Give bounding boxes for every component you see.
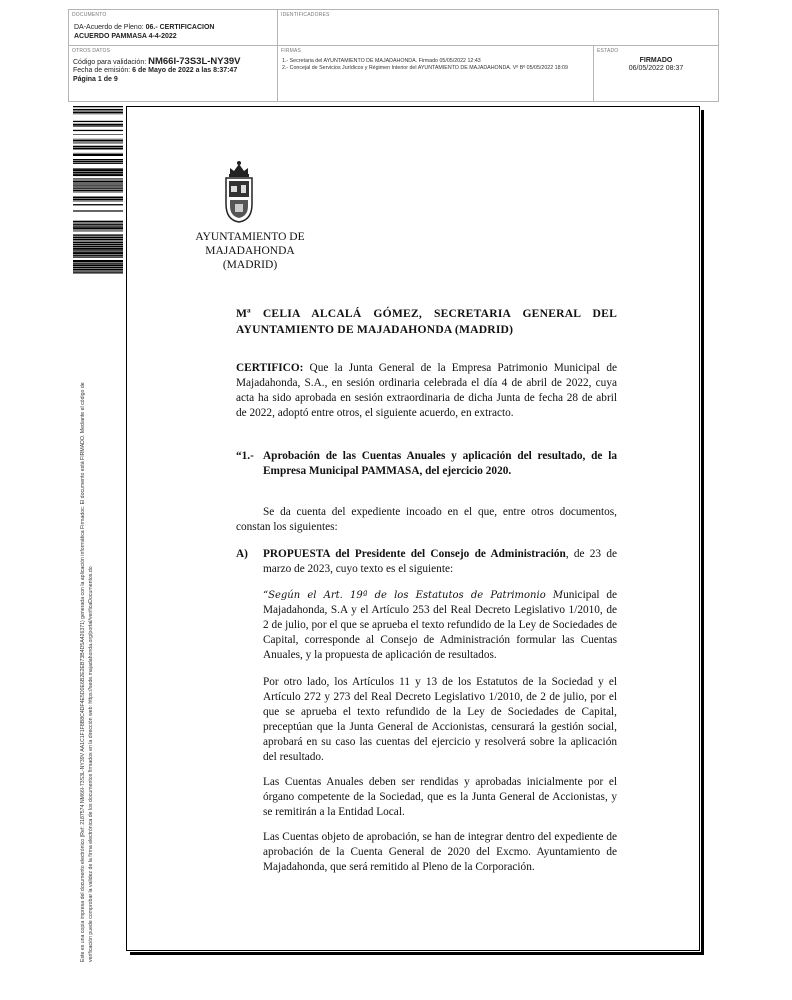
quote-paragraph-1 [263, 588, 617, 663]
emission-date: 6 de Mayo de 2022 a las 8:37:47 [132, 67, 238, 75]
quote-1-italic: “Según el Art. 19ª de los Estatutos de Patrimonio M [263, 590, 564, 601]
identificadores-cell [278, 10, 718, 46]
document-name [74, 23, 214, 41]
quote-paragraph-2 [263, 675, 617, 765]
propuesta-rest: , de 23 de marzo de 2023, cuyo texto es el siguiente: [263, 548, 617, 575]
firmas-label: FIRMAS [281, 48, 302, 54]
verification-line-1: Este es una copia impresa del documento electrónico (Ref: 2187574 NM66I-73S3L-NY39V AA1C1F1F8B8C4DF4E5D0E6B2E2EB73B4D5A426371) generada con la aplicación informática Firmadoc. El documento está FIRMADO. Mediante el código de [80, 382, 86, 962]
verification-line-2: verificación puede comprobar la validez de la firma electrónica de los documentos firmados en la dirección web: https://sede.majadahonda.org/portal/verificaDocumentos.do [87, 566, 94, 962]
quote-paragraph-3 [263, 775, 617, 820]
firma-1: 1.- Secretaria del AYUNTAMIENTO DE MAJADAHONDA. Firmado 05/05/2022 12:43 [282, 58, 481, 64]
barcode-icon [73, 106, 123, 276]
documento-label: DOCUMENTO [72, 12, 107, 18]
coat-of-arms-icon [222, 160, 256, 224]
fecha-label: Fecha de emisión: [73, 67, 133, 75]
quote-3-text: Las Cuentas Anuales deben ser rendidas y aprobadas inicialmente por el órgano competente de la Sociedad, que es la Junta General de Accionistas, y se remitirán a la Entidad Local. [263, 776, 617, 818]
status-badge: FIRMADO [639, 57, 673, 64]
status-date: 06/05/2022 08:37 [628, 65, 684, 72]
propuesta-a [236, 547, 617, 577]
codigo-label: Código para validación: [73, 59, 149, 66]
se-da-cuenta-paragraph [236, 505, 617, 535]
validation-code[interactable]: NM66I-73S3L-NY39V [148, 56, 241, 67]
firmas-cell [278, 46, 594, 101]
certifico-paragraph [236, 361, 617, 421]
firmas-list [282, 58, 588, 72]
se-da-cuenta-text: Se da cuenta del expediente incoado en el que, entre otros documentos, constan los siguientes: [236, 506, 617, 533]
firma-2: 2.- Concejal de Servicios Jurídicos y Régimen Interior del AYUNTAMIENTO DE MAJADAHONDA. Vº Bº 05/05/2022 18:09 [282, 65, 568, 71]
estado-cell [594, 46, 718, 101]
document-prefix: DA-Acuerdo de Pleno: [74, 24, 146, 31]
quote-1-text: unicipal de Majadahonda, S.A y el Artículo 253 del Real Decreto Legislativo 1/2010, de 2 de julio, por el que se aprueba el texto refundido de la Ley de Sociedades de Capital, corresponde al Consejo de Administración formular las Cuentas Anuales, y la propuesta de aplicación de resultados. [263, 589, 617, 661]
issuer-line-2: MAJADAHONDA [205, 245, 295, 257]
otros-datos-cell [69, 46, 278, 101]
item-number: “1.- [236, 450, 254, 462]
quote-paragraph-4 [263, 830, 617, 875]
otros-datos-label: OTROS DATOS [72, 48, 111, 54]
propuesta-letter: A) [236, 548, 248, 560]
propuesta-heading: PROPUESTA del Presidente del Consejo de Administración [263, 548, 566, 560]
agreement-item-1 [236, 449, 617, 479]
issuer-block [190, 230, 310, 272]
documento-cell [69, 10, 278, 46]
otros-datos-text [73, 58, 278, 84]
item-title: Aprobación de las Cuentas Anuales y aplicación del resultado, de la Empresa Municipal PAMMASA, del ejercicio 2020. [263, 450, 617, 477]
issuer-line-1: AYUNTAMIENTO DE [195, 231, 305, 243]
identificadores-label: IDENTIFICADORES [281, 12, 330, 18]
quote-4-text: Las Cuentas objeto de aprobación, se han de integrar dentro del expediente de aprobación de la Cuenta General de 2020 del Excmo. Ayuntamiento de Majadahonda, que será remitido al Pleno de la Corporación. [263, 831, 617, 873]
certifico-text: Que la Junta General de la Empresa Patrimonio Municipal de Majadahonda, S.A., en sesión ordinaria celebrada el día 4 de abril de 2022, cuya acta ha sido aprobada en sesión extraordinaria de dicha Junta de fecha 28 de abril de 2022, adoptó entre otros, el siguiente acuerdo, en extracto. [236, 362, 617, 419]
issuer-line-3: (MADRID) [222, 259, 278, 271]
estado-label: ESTADO [597, 48, 619, 54]
verification-sidebar [80, 302, 95, 962]
quote-2-text: Por otro lado, los Artículos 11 y 13 de los Estatutos de la Sociedad y el Artículo 272 y 273 del Real Decreto Legislativo 1/2010, de 2 de julio, por el que se aprueba el texto refundido de la Ley de Sociedades de Capital, preceptúan que la Junta General de Accionistas, censurará la gestión social, aprobará en su caso las cuentas del ejercicio y resolverá sobre la aplicación del resultado. [263, 676, 617, 763]
certifico-label: CERTIFICO: [236, 362, 304, 374]
page-count: Página 1 de 9 [73, 75, 118, 83]
certificate-title: Mª CELIA ALCALÁ GÓMEZ, SECRETARIA GENERAL DEL AYUNTAMIENTO DE MAJADAHONDA (MADRID) [236, 307, 617, 336]
document-title-line2: ACUERDO PAMMASA 4-4-2022 [74, 33, 177, 40]
document-title-line1: 06.- CERTIFICACION [145, 24, 215, 31]
signature-header-table [68, 9, 719, 102]
